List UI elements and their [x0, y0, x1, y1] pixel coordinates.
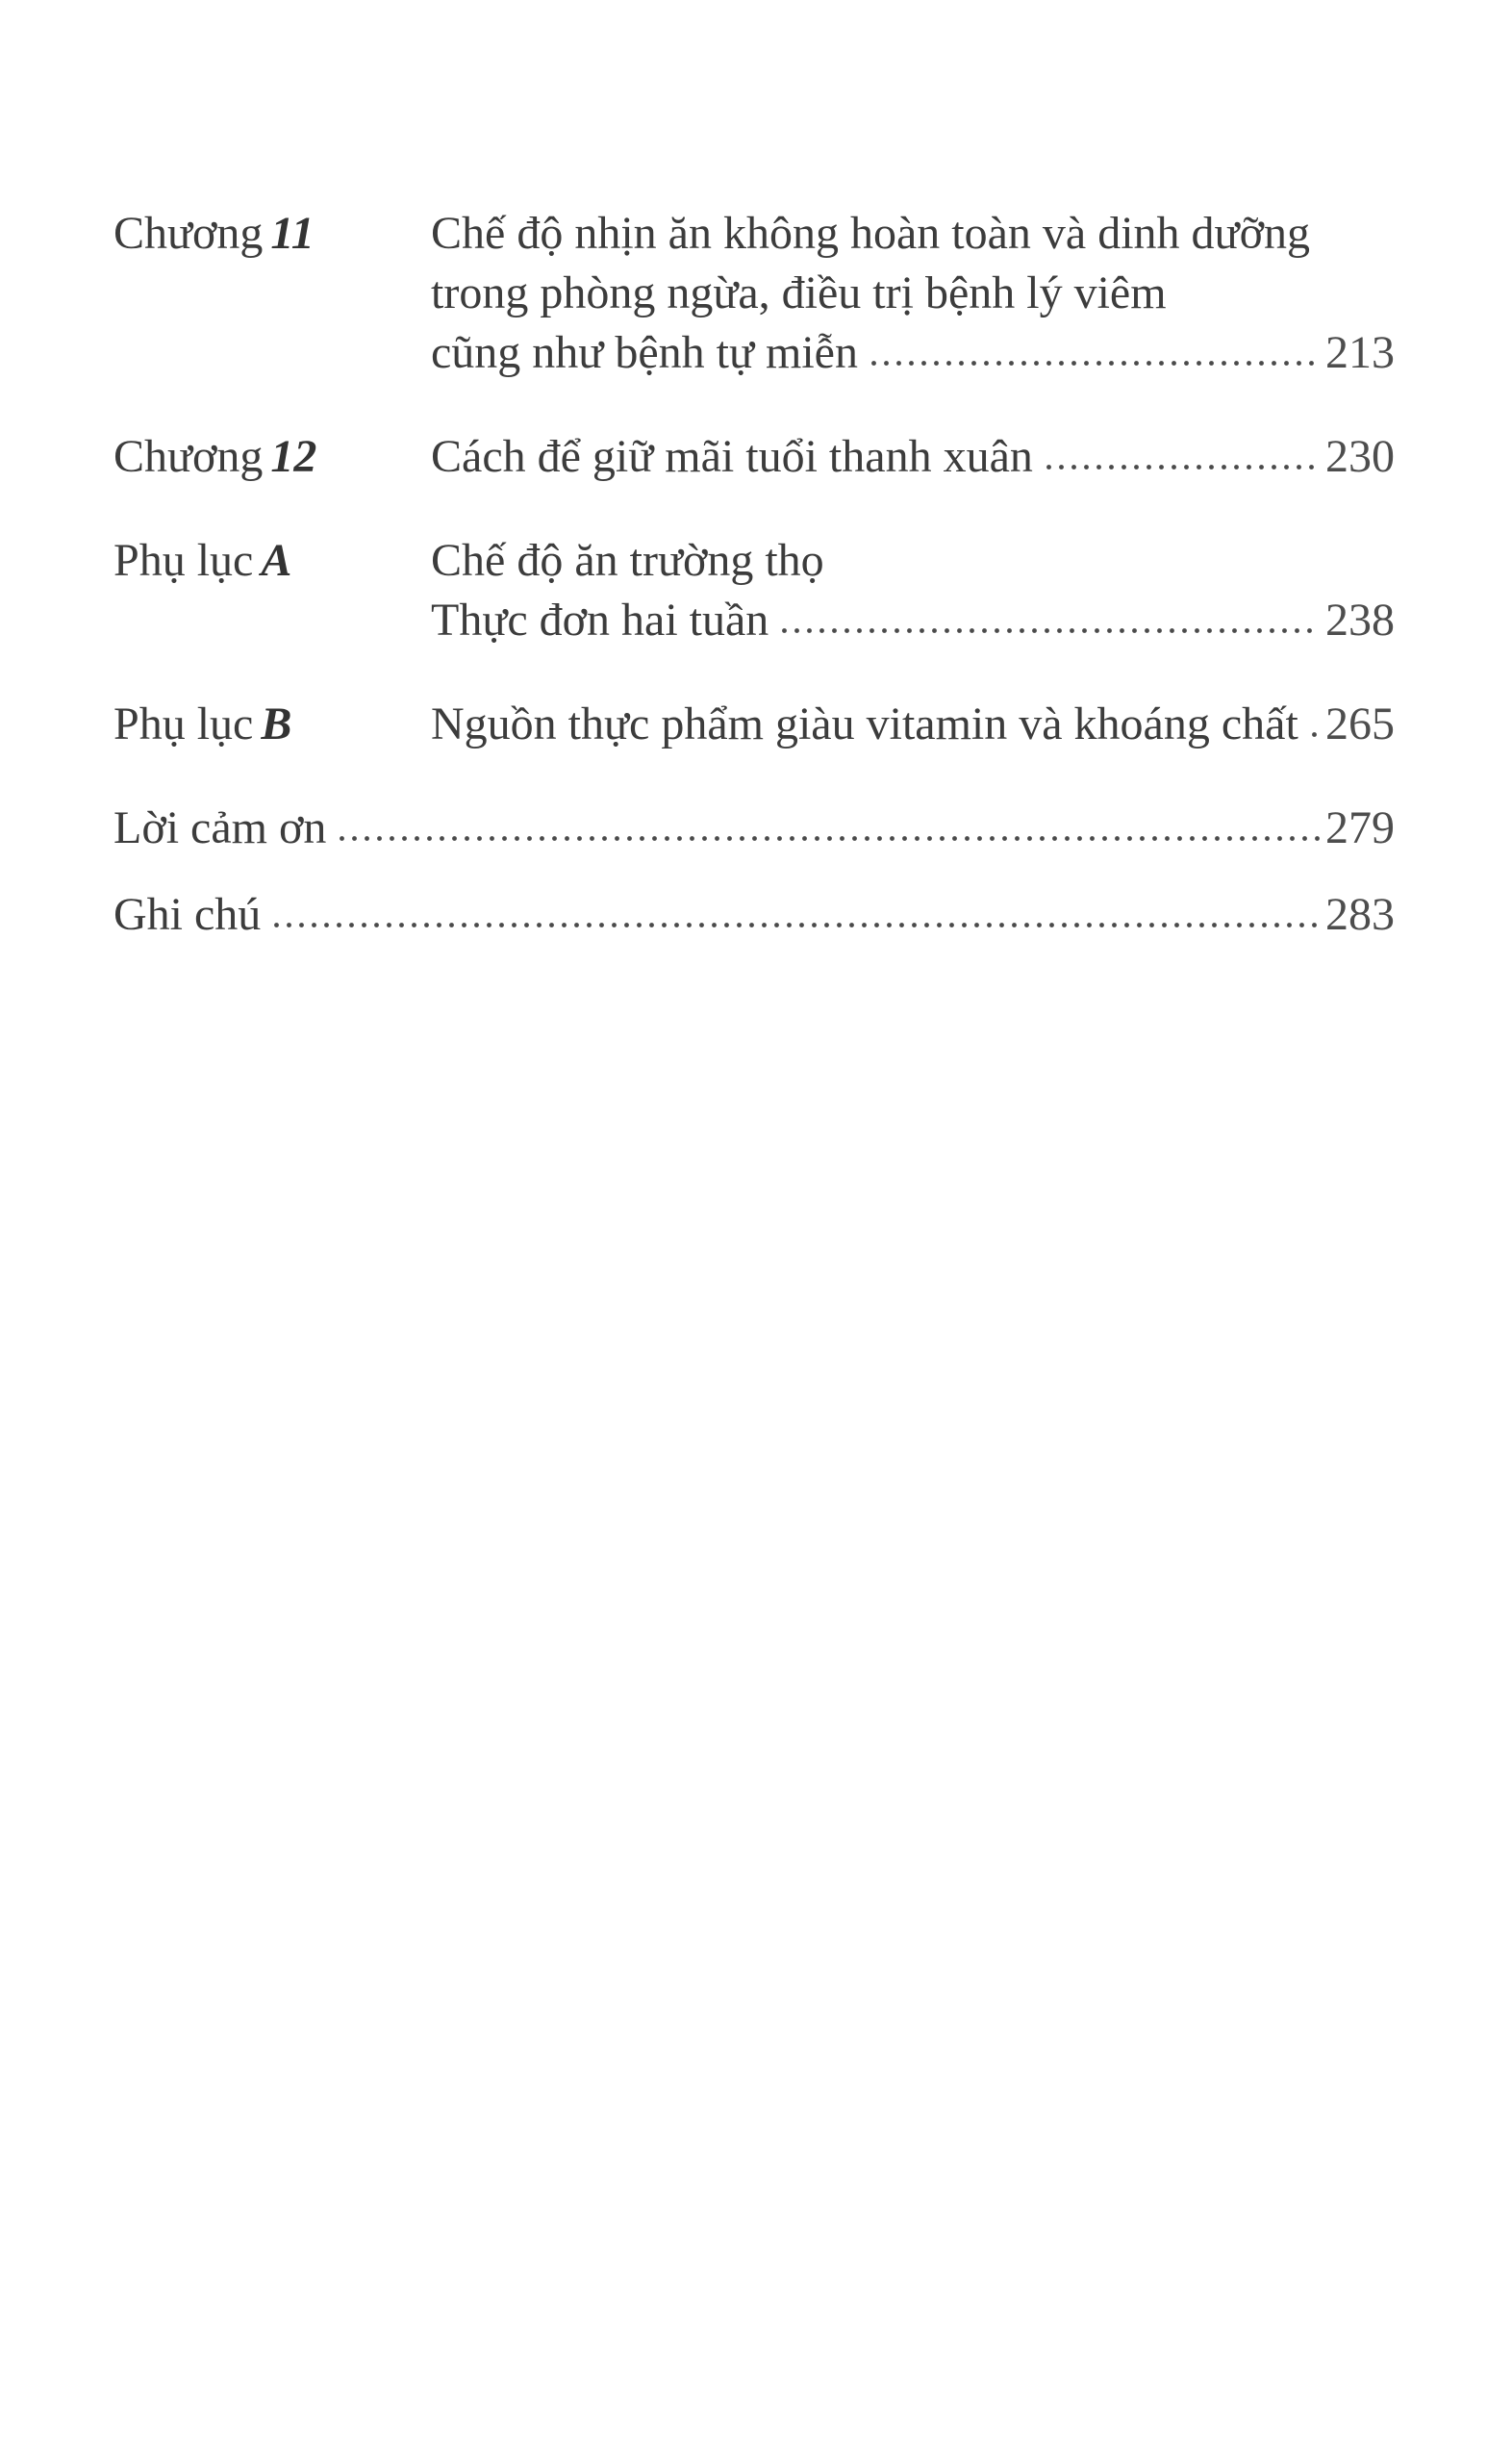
chapter-number: 11 — [270, 208, 315, 259]
entry-title-text: Ghi chú — [113, 889, 262, 940]
page-number: 283 — [1325, 889, 1395, 940]
page-number: 238 — [1325, 595, 1395, 646]
entry-title-line — [431, 427, 1395, 487]
entry-title-block — [431, 427, 1395, 487]
entry-title-line: Chế độ ăn trường thọ — [431, 535, 824, 586]
appendix-label — [113, 531, 431, 591]
entry-title-block — [431, 204, 1395, 383]
appendix-label-text: Phụ lục — [113, 535, 254, 586]
toc-entry-appendix-b — [113, 695, 1395, 754]
entry-title-block — [431, 695, 1395, 754]
entry-title-text: Thực đơn hai tuần — [431, 595, 769, 646]
entry-title-block — [431, 531, 1395, 650]
entry-title-line — [431, 323, 1395, 383]
entry-title-line: trong phòng ngừa, điều trị bệnh lý viêm — [431, 267, 1167, 318]
dot-leader — [778, 591, 1320, 650]
appendix-letter: B — [261, 698, 292, 749]
appendix-letter: A — [261, 535, 292, 586]
chapter-number: 12 — [270, 431, 317, 482]
dot-leader — [336, 799, 1320, 858]
page-number: 213 — [1325, 327, 1395, 378]
dot-leader — [1308, 695, 1320, 754]
appendix-label — [113, 695, 431, 754]
appendix-label-text: Phụ lục — [113, 698, 254, 749]
chapter-label-text: Chương — [113, 208, 264, 259]
dot-leader — [270, 885, 1320, 945]
chapter-label-text: Chương — [113, 431, 264, 482]
page-number: 230 — [1325, 431, 1395, 482]
entry-title-text: Nguồn thực phẩm giàu vitamin và khoáng chất — [431, 698, 1298, 749]
toc-entry-acknowledgments — [113, 799, 1395, 858]
entry-title-text: Lời cảm ơn — [113, 802, 327, 853]
dot-leader — [1043, 427, 1320, 487]
entry-title-line: Chế độ nhịn ăn không hoàn toàn và dinh dưỡng — [431, 208, 1310, 259]
entry-title-line — [431, 591, 1395, 650]
back-matter-entries — [113, 799, 1395, 945]
chapter-label — [113, 427, 431, 487]
toc-entry-appendix-a — [113, 531, 1395, 650]
entry-title-text: Cách để giữ mãi tuổi thanh xuân — [431, 431, 1033, 482]
toc-entry-notes — [113, 885, 1395, 945]
chapter-label — [113, 204, 431, 264]
entry-title-line — [431, 695, 1395, 754]
page-number: 265 — [1325, 698, 1395, 749]
toc-entry-chapter-12 — [113, 427, 1395, 487]
toc-entry-chapter-11 — [113, 204, 1395, 383]
entry-title-text: cũng như bệnh tự miễn — [431, 327, 858, 378]
dot-leader — [868, 323, 1320, 383]
page-number: 279 — [1325, 802, 1395, 853]
